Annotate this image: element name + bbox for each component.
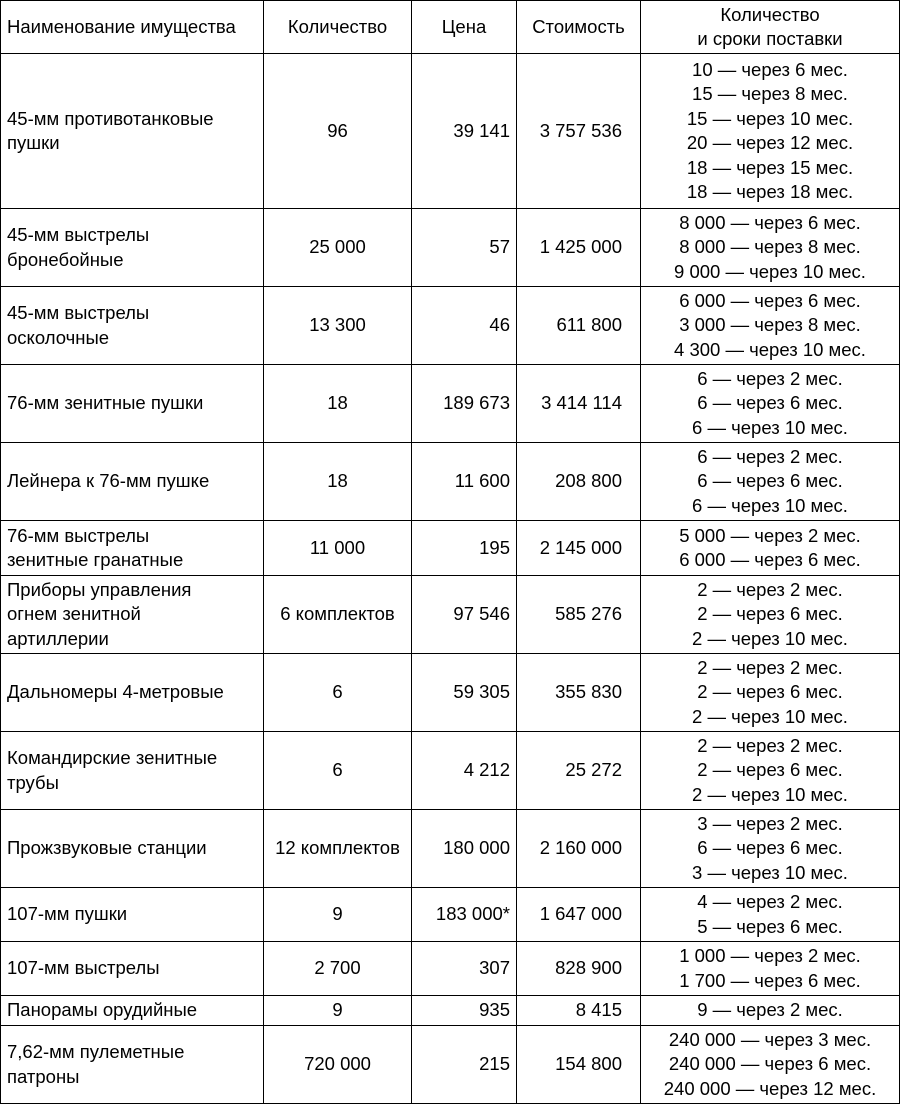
schedule-cell (641, 365, 900, 443)
schedule-line: 240 000 — через 6 мес. (668, 1053, 872, 1075)
table-row (1, 209, 900, 287)
item-name-cell (1, 521, 264, 576)
item-name-line: Панорамы орудийные (7, 999, 198, 1021)
schedule-line: 240 000 — через 3 мес. (668, 1028, 872, 1050)
quantity-cell: 18 (264, 443, 412, 521)
item-name-line: Прожзвуковые станции (7, 837, 207, 859)
quantity-cell: 6 (264, 654, 412, 732)
schedule-cell (641, 576, 900, 654)
item-name-line: Командирские зенитные (7, 747, 218, 768)
header-name: Наименование имущества (1, 1, 264, 54)
quantity-cell: 18 (264, 365, 412, 443)
schedule-cell (641, 810, 900, 888)
price-cell: 195 (412, 521, 517, 576)
quantity-cell: 11 000 (264, 521, 412, 576)
table-row (1, 443, 900, 521)
schedule-line: 3 — через 2 мес. (697, 812, 843, 834)
schedule-cell (641, 1026, 900, 1104)
schedule-line: 18 — через 15 мес. (686, 156, 854, 178)
price-cell: 215 (412, 1026, 517, 1104)
quantity-cell: 12 комплектов (264, 810, 412, 888)
item-name-cell (1, 654, 264, 732)
schedule-line: 15 — через 10 мес. (686, 107, 854, 129)
header-price: Цена (412, 1, 517, 54)
item-name-line: 45-мм выстрелы (7, 302, 150, 323)
quantity-cell: 2 700 (264, 942, 412, 996)
item-name-cell (1, 209, 264, 287)
table-row (1, 888, 900, 942)
quantity-cell: 6 (264, 732, 412, 810)
schedule-cell (641, 287, 900, 365)
table-row (1, 521, 900, 576)
schedule-line: 5 — через 6 мес. (697, 915, 843, 937)
cost-cell: 3 414 114 (517, 365, 641, 443)
price-cell: 57 (412, 209, 517, 287)
header-quantity: Количество (264, 1, 412, 54)
schedule-line: 2 — через 10 мес. (692, 627, 848, 649)
price-cell: 307 (412, 942, 517, 996)
cost-cell: 2 145 000 (517, 521, 641, 576)
price-cell: 183 000* (412, 888, 517, 942)
schedule-line: 4 — через 2 мес. (697, 891, 843, 912)
schedule-line: 6 — через 2 мес. (697, 445, 843, 467)
schedule-cell (641, 654, 900, 732)
schedule-line: 2 — через 10 мес. (692, 705, 848, 727)
table-row (1, 1026, 900, 1104)
quantity-cell: 96 (264, 54, 412, 209)
schedule-line: 6 — через 6 мес. (697, 470, 843, 492)
schedule-line: 6 000 — через 6 мес. (679, 549, 861, 570)
schedule-cell (641, 54, 900, 209)
quantity-cell: 6 комплектов (264, 576, 412, 654)
schedule-line: 5 000 — через 2 мес. (679, 524, 861, 546)
schedule-line: 2 — через 2 мес. (697, 656, 843, 678)
schedule-cell (641, 732, 900, 810)
cost-cell: 611 800 (517, 287, 641, 365)
price-cell: 39 141 (412, 54, 517, 209)
header-schedule-line: и сроки поставки (697, 28, 843, 49)
schedule-line: 2 — через 6 мес. (697, 681, 843, 703)
cost-cell: 828 900 (517, 942, 641, 996)
item-name-cell (1, 287, 264, 365)
cost-cell: 2 160 000 (517, 810, 641, 888)
item-name-cell (1, 732, 264, 810)
schedule-line: 2 — через 6 мес. (697, 603, 843, 625)
schedule-line: 6 — через 10 мес. (692, 416, 848, 438)
schedule-line: 9 000 — через 10 мес. (674, 260, 866, 282)
schedule-line: 8 000 — через 6 мес. (679, 211, 861, 233)
cost-cell: 25 272 (517, 732, 641, 810)
item-name-line: Приборы управления (7, 578, 192, 600)
price-cell: 4 212 (412, 732, 517, 810)
item-name-cell (1, 54, 264, 209)
item-name-line: зенитные гранатные (7, 549, 184, 570)
item-name-cell (1, 365, 264, 443)
schedule-cell (641, 521, 900, 576)
price-cell: 180 000 (412, 810, 517, 888)
table-row (1, 365, 900, 443)
table-row (1, 287, 900, 365)
schedule-cell (641, 209, 900, 287)
item-name-line: патроны (7, 1065, 80, 1087)
header-schedule (641, 1, 900, 54)
table-row (1, 942, 900, 996)
item-name-line: осколочные (7, 326, 110, 348)
item-name-cell (1, 996, 264, 1026)
schedule-line: 240 000 — через 12 мес. (663, 1077, 877, 1099)
item-name-line: трубы (7, 771, 59, 793)
item-name-cell (1, 1026, 264, 1104)
cost-cell: 355 830 (517, 654, 641, 732)
price-cell: 11 600 (412, 443, 517, 521)
item-name-line: 76-мм выстрелы (7, 524, 150, 546)
schedule-line: 6 000 — через 6 мес. (679, 289, 861, 311)
schedule-line: 6 — через 10 мес. (692, 494, 848, 516)
header-cost: Стоимость (517, 1, 641, 54)
schedule-line: 2 — через 6 мес. (697, 759, 843, 781)
item-name-line: 7,62-мм пулеметные (7, 1041, 185, 1062)
quantity-cell: 25 000 (264, 209, 412, 287)
item-name-line: Лейнера к 76-мм пушке (7, 470, 210, 492)
item-name-cell (1, 942, 264, 996)
item-name-line: Дальномеры 4-метровые (7, 681, 224, 703)
schedule-line: 8 000 — через 8 мес. (679, 236, 861, 258)
cost-cell: 1 425 000 (517, 209, 641, 287)
schedule-line: 1 000 — через 2 мес. (679, 945, 861, 966)
item-name-cell (1, 443, 264, 521)
item-name-cell (1, 888, 264, 942)
item-name-line: пушки (7, 132, 60, 153)
quantity-cell: 9 (264, 888, 412, 942)
quantity-cell: 9 (264, 996, 412, 1026)
table-body (1, 54, 900, 1104)
item-name-line: 107-мм пушки (7, 903, 128, 925)
schedule-line: 1 700 — через 6 мес. (679, 969, 861, 991)
item-name-line: 107-мм выстрелы (7, 957, 160, 979)
schedule-line: 3 000 — через 8 мес. (679, 314, 861, 336)
schedule-line: 3 — через 10 мес. (692, 861, 848, 883)
table-row (1, 576, 900, 654)
price-cell: 59 305 (412, 654, 517, 732)
item-name-cell (1, 810, 264, 888)
schedule-line: 9 — через 2 мес. (697, 999, 843, 1021)
schedule-line: 18 — через 18 мес. (686, 181, 854, 202)
table-row (1, 996, 900, 1026)
schedule-line: 6 — через 6 мес. (697, 837, 843, 859)
schedule-line: 10 — через 6 мес. (692, 58, 848, 80)
schedule-line: 15 — через 8 мес. (692, 83, 848, 104)
quantity-cell: 720 000 (264, 1026, 412, 1104)
schedule-line: 20 — через 12 мес. (686, 132, 854, 153)
header-row (1, 1, 900, 54)
table-row (1, 654, 900, 732)
item-name-line: 45-мм противотанковые (7, 107, 214, 129)
item-name-cell (1, 576, 264, 654)
table-row (1, 732, 900, 810)
schedule-line: 2 — через 10 мес. (692, 783, 848, 805)
schedule-line: 4 300 — через 10 мес. (674, 338, 866, 360)
schedule-line: 6 — через 6 мес. (697, 392, 843, 414)
schedule-line: 6 — через 2 мес. (697, 367, 843, 389)
item-name-line: 45-мм выстрелы (7, 224, 150, 245)
cost-cell: 585 276 (517, 576, 641, 654)
item-name-line: 76-мм зенитные пушки (7, 392, 204, 414)
schedule-cell (641, 443, 900, 521)
cost-cell: 3 757 536 (517, 54, 641, 209)
item-name-line: огнем зенитной (7, 603, 141, 625)
cost-cell: 154 800 (517, 1026, 641, 1104)
price-cell: 97 546 (412, 576, 517, 654)
item-name-line: бронебойные (7, 248, 124, 270)
table-row (1, 54, 900, 209)
item-name-line: артиллерии (7, 627, 109, 649)
price-cell: 189 673 (412, 365, 517, 443)
price-cell: 935 (412, 996, 517, 1026)
table-row (1, 810, 900, 888)
cost-cell: 1 647 000 (517, 888, 641, 942)
schedule-cell (641, 942, 900, 996)
price-cell: 46 (412, 287, 517, 365)
cost-cell: 208 800 (517, 443, 641, 521)
cost-cell: 8 415 (517, 996, 641, 1026)
quantity-cell: 13 300 (264, 287, 412, 365)
schedule-line: 2 — через 2 мес. (697, 578, 843, 600)
schedule-line: 2 — через 2 мес. (697, 734, 843, 756)
schedule-cell (641, 888, 900, 942)
schedule-cell (641, 996, 900, 1026)
header-schedule-line: Количество (720, 3, 820, 25)
